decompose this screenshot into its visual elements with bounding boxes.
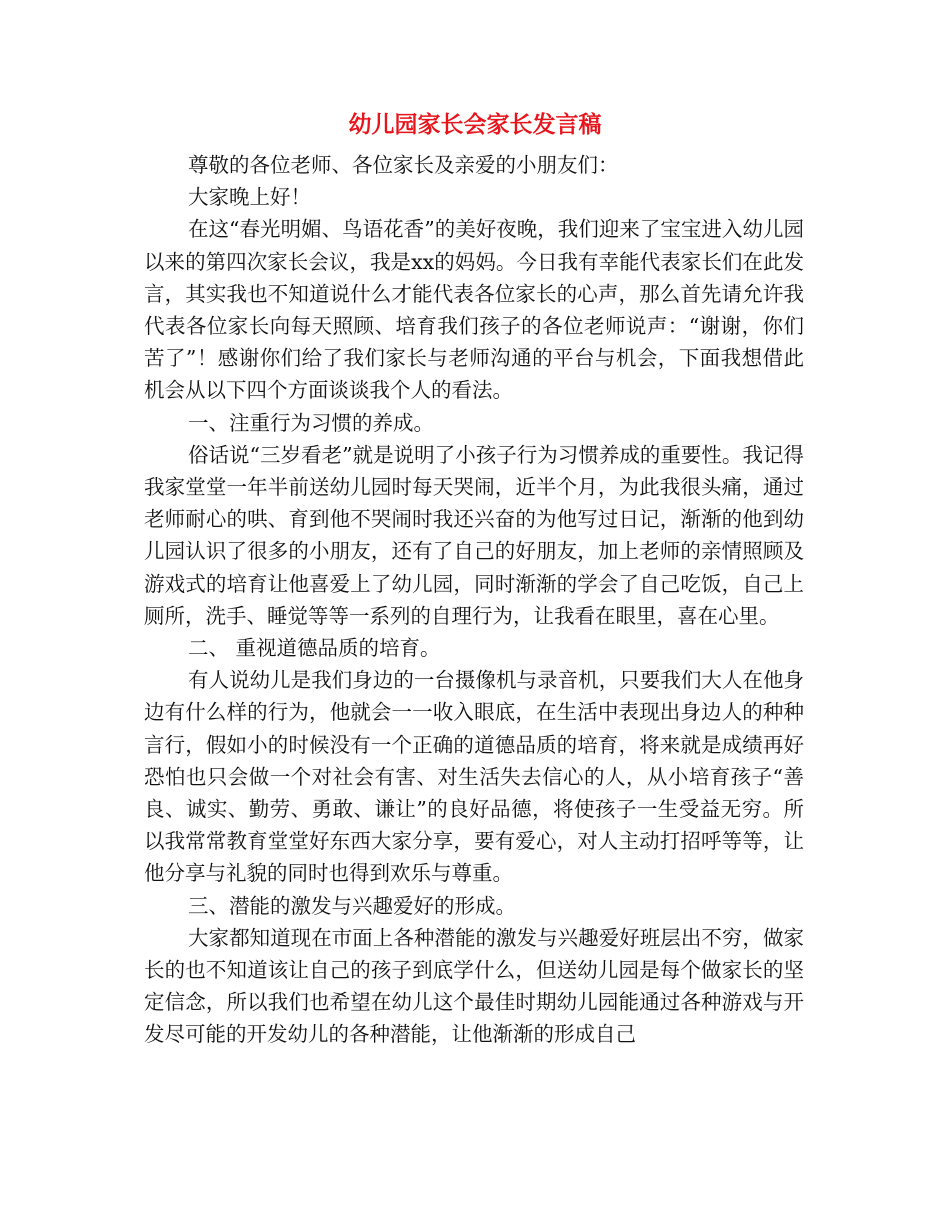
section-heading-3: 三、潜能的激发与兴趣爱好的形成。 [188,893,516,918]
document-body [144,149,804,1051]
paragraph-section-2: 有人说幼儿是我们身边的一台摄像机与录音机，只要我们大人在他身边有什么样的行为，他就会一一收入眼底，在生活中表现出身边人的种种言行，假如小的时候没有一个正确的道德品质的培育，将来就是成绩再好恐怕也只会做一个对社会有害、对生活失去信心的人，从小培育孩子“善良、诚实、勤劳、勇敢、谦让”的良好品德，将使孩子一生受益无穷。所以我常常教育堂堂好东西大家分享，要有爱心，对人主动打招呼等等，让他分享与礼貌的同时也得到欢乐与尊重。 [144,668,804,886]
paragraph-greeting: 尊敬的各位老师、各位家长及亲爱的小朋友们： [188,153,619,177]
paragraph-section-3: 大家都知道现在市面上各种潜能的激发与兴趣爱好班层出不穷，做家长的也不知道该让自己的孩子到底学什么，但送幼儿园是每个做家长的坚定信念，所以我们也希望在幼儿这个最佳时期幼儿园能通过各种游戏与开发尽可能的开发幼儿的各种潜能，让他渐渐的形成自己 [144,925,804,1047]
section-heading-1: 一、注重行为习惯的养成。 [188,410,434,435]
paragraph-good-evening: 大家晚上好！ [188,185,311,210]
section-heading-2: 二、 重视道德品质的培育。 [188,636,441,661]
paragraph-section-1: 俗话说“三岁看老”就是说明了小孩子行为习惯养成的重要性。我记得我家堂堂一年半前送幼儿园时每天哭闹，近半个月，为此我很头痛，通过老师耐心的哄、育到他不哭闹时我还兴奋的为他写过日记，渐渐的他到幼儿园认识了很多的小朋友，还有了自己的好朋友，加上老师的亲情照顾及游戏式的培育让他喜爱上了幼儿园，同时渐渐的学会了自己吃饭，自己上厕所，洗手、睡觉等等一系列的自理行为，让我看在眼里，喜在心里。 [144,442,804,628]
paragraph-intro: 在这“春光明媚、鸟语花香”的美好夜晚，我们迎来了宝宝进入幼儿园以来的第四次家长会议，我是xx的妈妈。今日我有幸能代表家长们在此发言，其实我也不知道说什么才能代表各位家长的心声，那么首先请允许我代表各位家长向每天照顾、培育我们孩子的各位老师说声：“谢谢，你们苦了”！感谢你们给了我们家长与老师沟通的平台与机会，下面我想借此机会从以下四个方面谈谈我个人的看法。 [144,217,804,403]
document-title: 幼儿园家长会家长发言稿 [348,111,602,138]
